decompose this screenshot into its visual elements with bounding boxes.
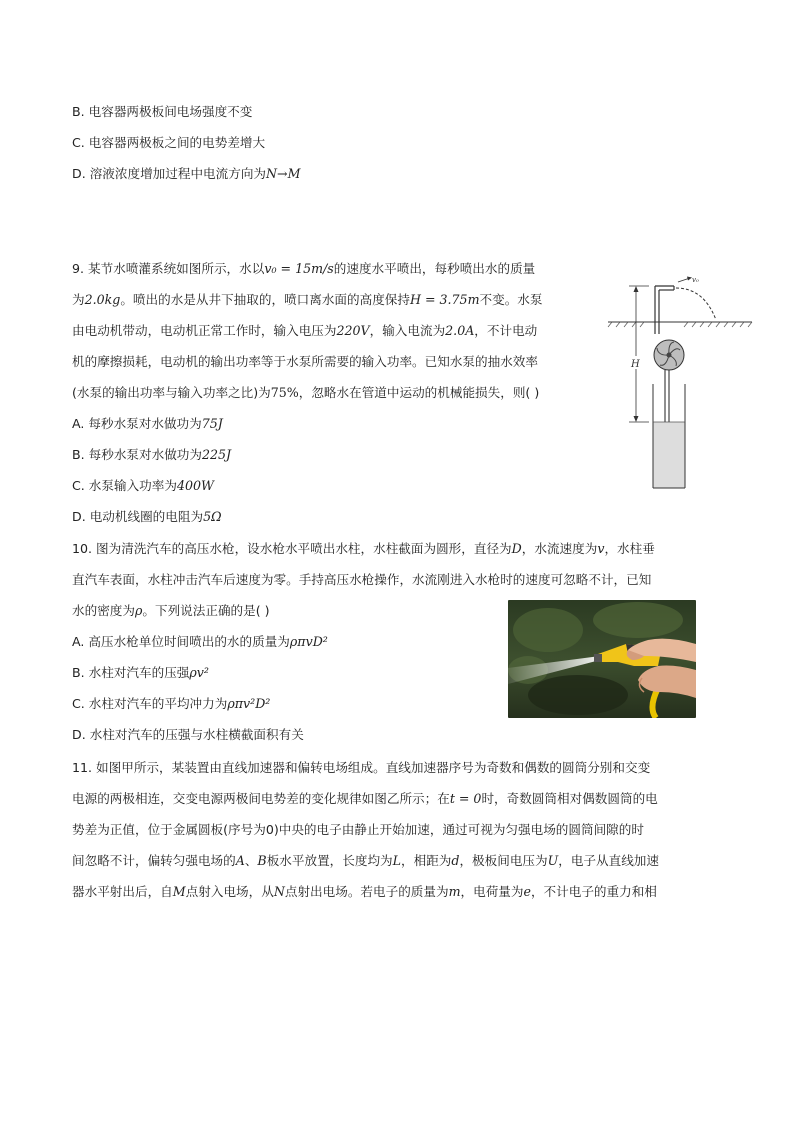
q9-option-a: A. 每秒水泵对水做功为75J: [72, 416, 223, 431]
q9-line-3: 由电动机带动，电动机正常工作时，输入电压为220V，输入电流为2.0A，不计电动: [72, 323, 538, 338]
q10-option-b: B. 水柱对汽车的压强ρv²: [72, 665, 209, 680]
q10-option-a: A. 高压水枪单位时间喷出的水的质量为ρπvD²: [72, 634, 328, 649]
q9-option-b: B. 每秒水泵对水做功为225J: [72, 447, 232, 462]
q11-line-1: 11. 如图甲所示，某装置由直线加速器和偏转电场组成。直线加速器序号为奇数和偶数的圆筒分别和交变: [72, 760, 651, 775]
q9-option-c: C. 水泵输入功率为400W: [72, 478, 214, 493]
q9-line-5: (水泵的输出功率与输入功率之比)为75%，忽略水在管道中运动的机械能损失，则( ): [72, 385, 540, 400]
q11-line-4: 间忽略不计，偏转匀强电场的A、B板水平放置，长度均为L，相距为d，极板间电压为U，电子从直线加速: [72, 853, 659, 868]
q8-option-b: B. 电容器两极板间电场强度不变: [72, 104, 253, 119]
q9-pump-diagram: [606, 272, 756, 494]
q10-line-1: 10. 图为清洗汽车的高压水枪，设水枪水平喷出水柱，水柱截面为圆形，直径为D，水流速度为v，水柱垂: [72, 541, 655, 556]
q10-option-c: C. 水柱对汽车的平均冲力为ρπv²D²: [72, 696, 271, 711]
h-label: H: [631, 359, 640, 370]
v0-label: v₀: [692, 276, 699, 284]
q8-option-c: C. 电容器两极板之间的电势差增大: [72, 135, 266, 150]
q9-line-2: 为2.0kg。喷出的水是从井下抽取的，喷口离水面的高度保持H = 3.75m不变。水泵: [72, 292, 543, 307]
q10-line-3: 水的密度为ρ。下列说法正确的是( ): [72, 603, 270, 618]
q10-line-2: 直汽车表面，水柱冲击汽车后速度为零。手持高压水枪操作，水流刚进入水枪时的速度可忽略不计，已知: [72, 572, 652, 587]
q10-pressure-washer-photo: [508, 600, 696, 718]
q9-line-1: 9. 某节水喷灌系统如图所示，水以v₀ = 15m/s的速度水平喷出，每秒喷出水的质量: [72, 261, 536, 276]
q11-line-2: 电源的两极相连，交变电源两极间电势差的变化规律如图乙所示；在t = 0时，奇数圆筒相对偶数圆筒的电: [72, 791, 658, 806]
q9-line-4: 机的摩擦损耗，电动机的输出功率等于水泵所需要的输入功率。已知水泵的抽水效率: [72, 354, 538, 369]
q11-line-5: 器水平射出后，自M点射入电场，从N点射出电场。若电子的质量为m，电荷量为e，不计电子的重力和相: [72, 884, 657, 899]
q11-line-3: 势差为正值，位于金属圆板(序号为0)中央的电子由静止开始加速，通过可视为匀强电场的圆筒间隙的时: [72, 822, 644, 837]
q9-option-d: D. 电动机线圈的电阻为5Ω: [72, 509, 222, 524]
q8-option-d: D. 溶液浓度增加过程中电流方向为N→M: [72, 166, 301, 181]
q10-option-d: D. 水柱对汽车的压强与水柱横截面积有关: [72, 727, 304, 742]
